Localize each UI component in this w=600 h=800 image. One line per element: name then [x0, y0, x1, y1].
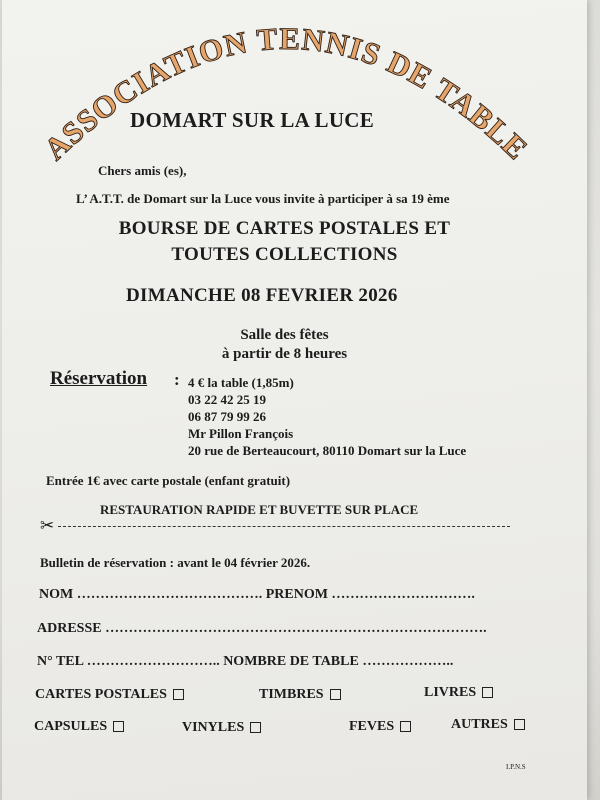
option-label: VINYLES [182, 720, 245, 735]
entry-fee: Entrée 1€ avec carte postale (enfant gratuit) [46, 473, 291, 488]
reservation-price: 4 € la table (1,85m) [188, 375, 294, 390]
checkbox-icon[interactable] [514, 719, 525, 730]
option-autres [451, 717, 525, 733]
phone-table-field: N° TEL ……………………….. NOMBRE DE TABLE ……………….. [37, 654, 454, 669]
reservation-label: Réservation [50, 368, 148, 389]
checkbox-icon[interactable] [250, 722, 261, 733]
reservation-address: 20 rue de Berteaucourt, 80110 Domart sur la Luce [188, 443, 467, 458]
option-label: AUTRES [451, 717, 508, 732]
reservation-contact: Mr Pillon François [188, 426, 294, 441]
option-label: LIVRES [424, 685, 477, 700]
reservation-phone-1: 03 22 42 25 19 [188, 392, 266, 407]
reservation-colon: : [174, 370, 180, 389]
option-label: FEVES [349, 719, 395, 734]
checkbox-icon[interactable] [482, 687, 493, 698]
flyer-paper [2, 0, 587, 800]
scissors-icon: ✂ [40, 516, 55, 535]
event-date: DIMANCHE 08 FEVRIER 2026 [126, 285, 398, 306]
bulletin-deadline: Bulletin de réservation : avant le 04 février 2026. [40, 555, 311, 570]
option-feves [349, 719, 411, 735]
name-field: NOM …………………………………. PRENOM …………………………. [39, 587, 475, 602]
checkbox-icon[interactable] [113, 721, 124, 732]
printer-mention: I.P.N.S [506, 763, 526, 771]
reservation-phone-2: 06 87 79 99 26 [188, 409, 266, 424]
checkbox-icon[interactable] [173, 689, 184, 700]
food-note: RESTAURATION RAPIDE ET BUVETTE SUR PLACE [100, 502, 419, 517]
option-label: TIMBRES [259, 687, 324, 702]
address-field: ADRESSE ………………………………………………………………………. [37, 621, 487, 636]
option-cartes-postales [35, 687, 184, 703]
invitation-text: L’ A.T.T. de Domart sur la Luce vous invite à participer à sa 19 ème [76, 191, 450, 206]
checkbox-icon[interactable] [400, 721, 411, 732]
option-capsules [34, 719, 124, 735]
start-time: à partir de 8 heures [221, 346, 348, 362]
option-vinyles [182, 720, 261, 736]
greeting: Chers amis (es), [98, 163, 187, 178]
option-label: CAPSULES [34, 719, 108, 734]
option-timbres [259, 687, 341, 703]
cut-line [58, 526, 510, 527]
option-livres [424, 685, 493, 701]
option-label: CARTES POSTALES [35, 687, 167, 702]
city-title: DOMART SUR LA LUCE [130, 108, 375, 132]
checkbox-icon[interactable] [330, 689, 341, 700]
venue: Salle des fêtes [240, 327, 329, 343]
event-title-line1: BOURSE DE CARTES POSTALES ET [118, 218, 451, 239]
event-title-line2: TOUTES COLLECTIONS [171, 244, 398, 265]
arc-title: ASSOCIATION TENNIS DE TABLE [37, 20, 536, 167]
